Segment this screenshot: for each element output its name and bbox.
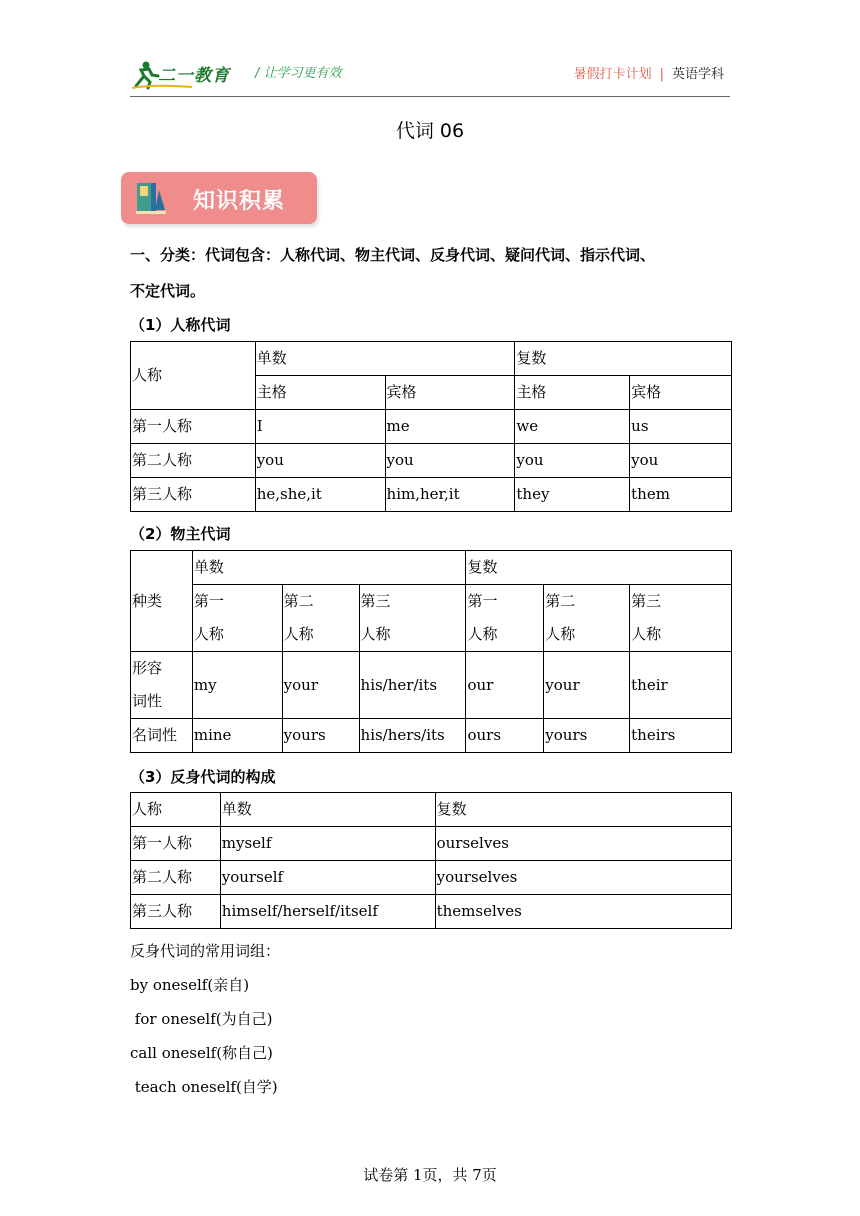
- plan-label: 暑假打卡计划: [573, 67, 652, 82]
- header-separator: |: [659, 67, 664, 82]
- table-cell: 第二人称: [131, 444, 256, 478]
- table-cell: 复数: [466, 551, 732, 585]
- table-cell: 复数: [435, 793, 731, 827]
- table-row: [131, 793, 732, 827]
- table-row: [131, 551, 732, 585]
- table-cell: 第一 人称: [466, 585, 544, 652]
- table-row: [131, 342, 732, 376]
- table-cell: 复数: [515, 342, 732, 376]
- table-cell: you: [515, 444, 630, 478]
- table-cell: mine: [192, 719, 282, 753]
- table-cell: 形容 词性: [131, 652, 193, 719]
- header-right: [574, 63, 724, 82]
- table-cell: my: [192, 652, 282, 719]
- table-cell: he,she,it: [255, 478, 385, 512]
- table-cell: his/her/its: [359, 652, 466, 719]
- table-cell: ourselves: [435, 827, 731, 861]
- intro-line-2: 不定代词。: [130, 282, 206, 300]
- table-cell: 种类: [131, 551, 193, 652]
- table-cell: him,her,it: [385, 478, 515, 512]
- intro-line-1: 一、分类：代词包含：人称代词、物主代词、反身代词、疑问代词、指示代词、: [130, 246, 656, 264]
- table-cell: 第三 人称: [630, 585, 732, 652]
- table-cell: 第二 人称: [282, 585, 359, 652]
- table-cell: 宾格: [385, 376, 515, 410]
- table-cell: you: [385, 444, 515, 478]
- table-cell: 单数: [255, 342, 515, 376]
- table-cell: 宾格: [630, 376, 732, 410]
- section2-heading: （2）物主代词: [130, 525, 231, 543]
- table-cell: you: [630, 444, 732, 478]
- table-cell: theirs: [630, 719, 732, 753]
- table-cell: you: [255, 444, 385, 478]
- table-row: [131, 652, 732, 719]
- table-row: [131, 585, 732, 652]
- table-cell: 第一 人称: [192, 585, 282, 652]
- slogan: / 让学习更有效: [255, 66, 342, 81]
- table-cell: 主格: [255, 376, 385, 410]
- table-cell: 第二 人称: [544, 585, 630, 652]
- phrase-item: by oneself(亲自): [130, 976, 250, 994]
- table-cell: them: [630, 478, 732, 512]
- table-row: [131, 719, 732, 753]
- personal-pronoun-table: [130, 341, 732, 512]
- table-cell: ours: [466, 719, 544, 753]
- section-banner: [121, 172, 317, 224]
- table-cell: me: [385, 410, 515, 444]
- phrase-item: call oneself(称自己): [130, 1044, 273, 1062]
- phrase-item: teach oneself(自学): [130, 1078, 278, 1096]
- phrases-heading: 反身代词的常用词组：: [130, 942, 281, 960]
- table-cell: 第三 人称: [359, 585, 466, 652]
- table-cell: 人称: [131, 342, 256, 410]
- table-cell: 第一人称: [131, 827, 221, 861]
- table-cell: myself: [220, 827, 435, 861]
- logo-text: 二一教育: [158, 66, 230, 86]
- table-cell: themselves: [435, 895, 731, 929]
- table-cell: 第一人称: [131, 410, 256, 444]
- possessive-pronoun-table: [130, 550, 732, 753]
- phrase-item: for oneself(为自己): [130, 1010, 273, 1028]
- reflexive-pronoun-table: [130, 792, 732, 929]
- table-cell: yourselves: [435, 861, 731, 895]
- page-title: 代词 06: [395, 120, 465, 142]
- table-row: [131, 444, 732, 478]
- table-cell: 第三人称: [131, 895, 221, 929]
- page-header: [130, 58, 730, 97]
- table-cell: yours: [282, 719, 359, 753]
- table-row: [131, 478, 732, 512]
- table-cell: yourself: [220, 861, 435, 895]
- subject-label: 英语学科: [671, 67, 724, 82]
- table-cell: we: [515, 410, 630, 444]
- table-cell: their: [630, 652, 732, 719]
- table-cell: your: [544, 652, 630, 719]
- table-cell: 第三人称: [131, 478, 256, 512]
- table-row: [131, 827, 732, 861]
- table-cell: us: [630, 410, 732, 444]
- book-icon: [135, 180, 171, 216]
- table-cell: 单数: [192, 551, 466, 585]
- table-cell: I: [255, 410, 385, 444]
- table-cell: yours: [544, 719, 630, 753]
- table-cell: 主格: [515, 376, 630, 410]
- section3-heading: （3）反身代词的构成: [130, 768, 276, 786]
- table-cell: himself/herself/itself: [220, 895, 435, 929]
- banner-label: 知识积累: [193, 189, 286, 214]
- table-cell: they: [515, 478, 630, 512]
- table-cell: 人称: [131, 793, 221, 827]
- table-row: [131, 410, 732, 444]
- table-cell: our: [466, 652, 544, 719]
- table-cell: your: [282, 652, 359, 719]
- table-cell: his/hers/its: [359, 719, 466, 753]
- table-row: [131, 895, 732, 929]
- table-cell: 名词性: [131, 719, 193, 753]
- table-cell: 单数: [220, 793, 435, 827]
- page-footer: 试卷第 1页，共 7页: [363, 1166, 497, 1184]
- section1-heading: （1）人称代词: [130, 316, 231, 334]
- table-row: [131, 861, 732, 895]
- table-cell: 第二人称: [131, 861, 221, 895]
